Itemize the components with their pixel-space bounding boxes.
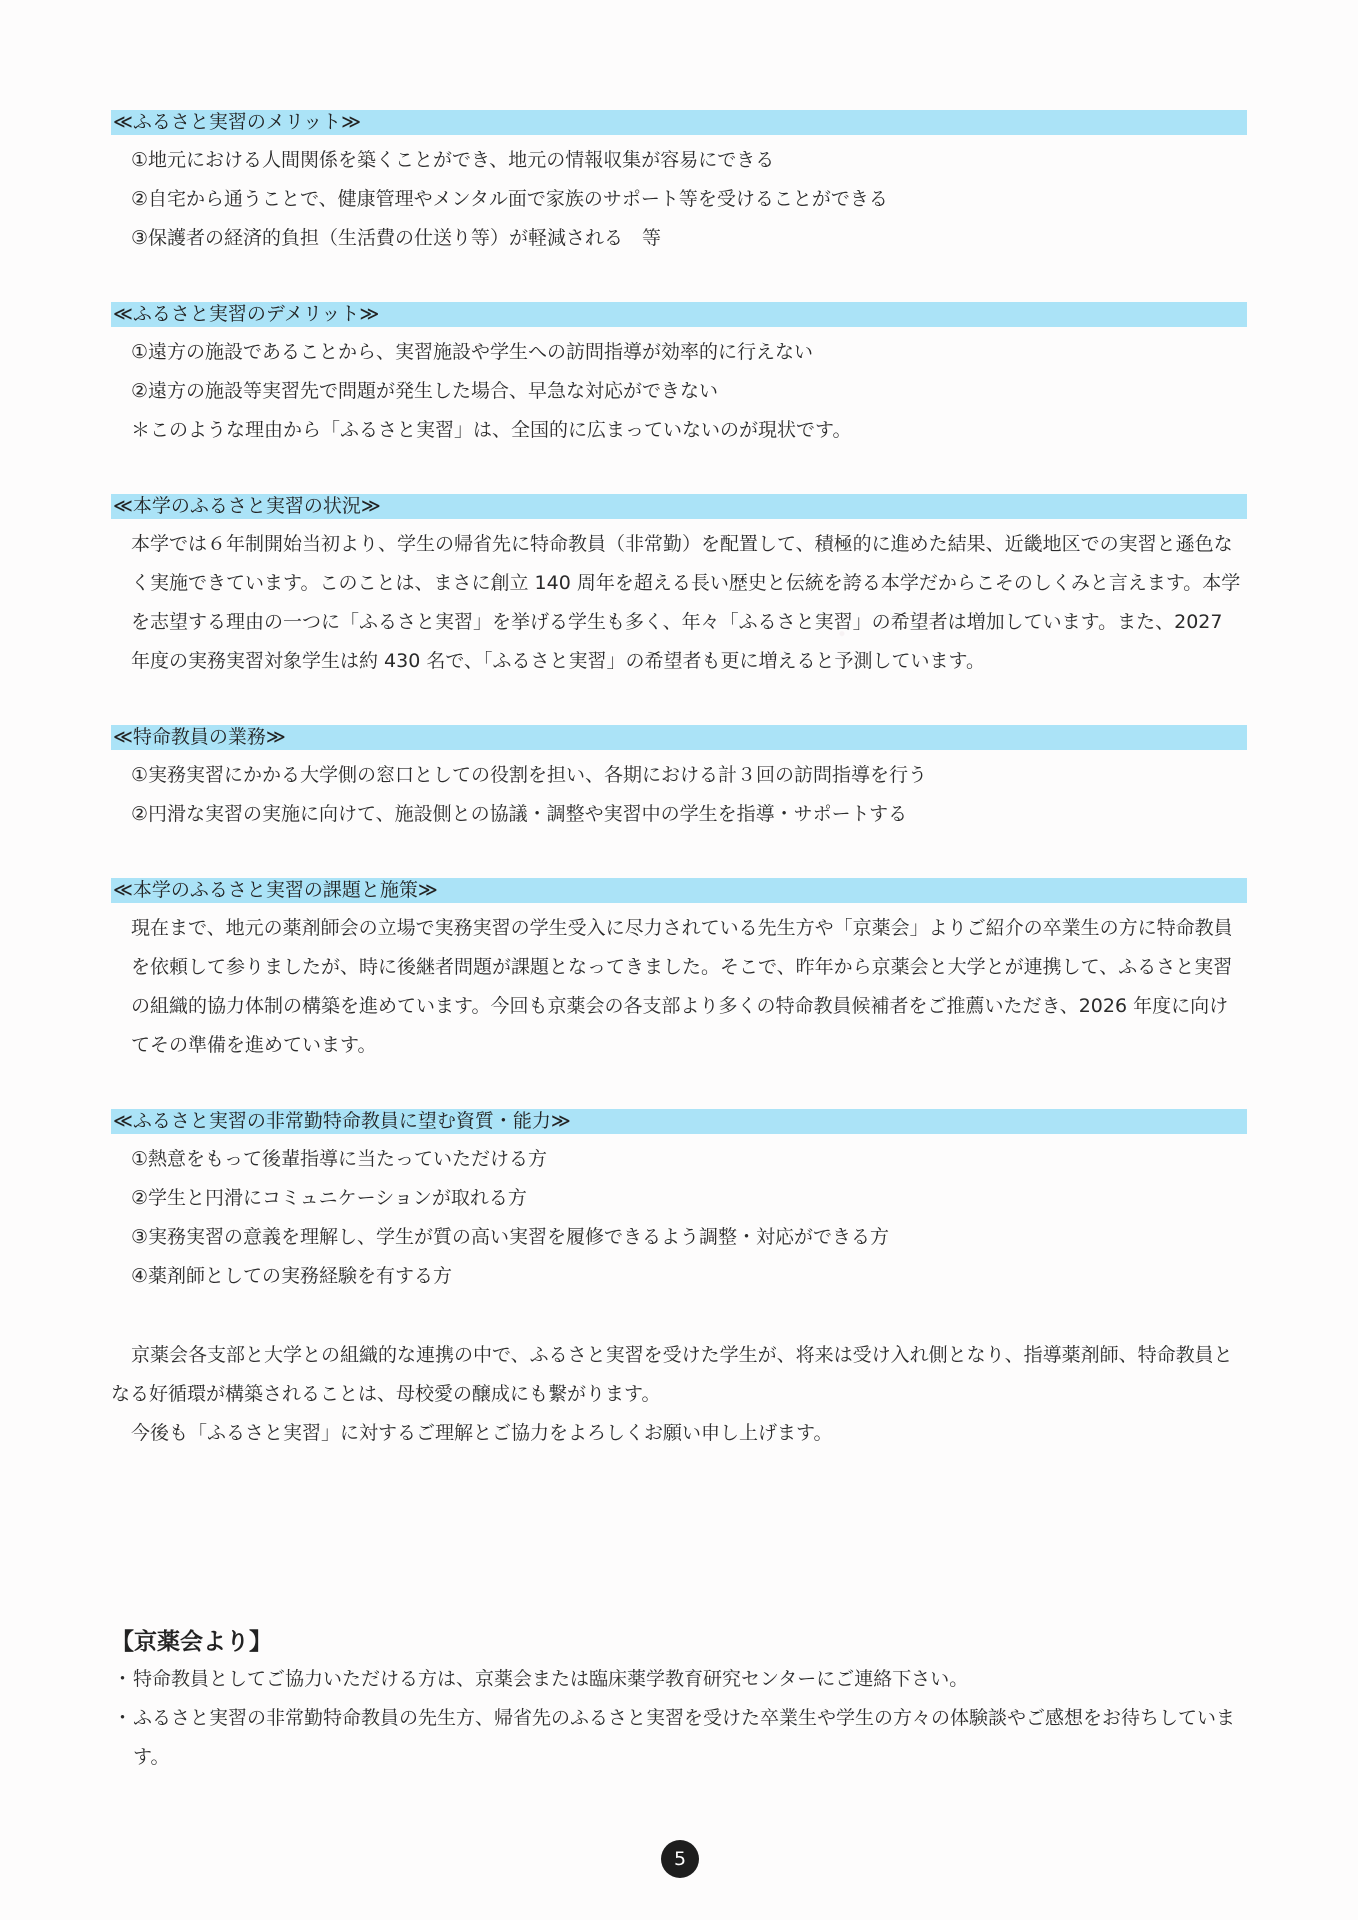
list-item-text: ふるさと実習の非常勤特命教員の先生方、帰省先のふるさと実習を受けた卒業生や学生の方々の体験談やご感想をお待ちしています。 [133,1707,1236,1768]
list-item: ①遠方の施設であることから、実習施設や学生への訪問指導が効率的に行えない [131,341,814,363]
section-paragraph: 現在まで、地元の薬剤師会の立場で実務実習の学生受入に尽力されている先生方や「京薬会」よりご紹介の卒業生の方に特命教員を依頼して参りましたが、時に後継者問題が課題となってきました。そこで、昨年から京薬会と大学とが連携して、ふるさと実習の組織的協力体制の構築を進めています。今回も京薬会の各支部より多くの特命教員候補者をご推薦いただき、2026 年度に向けてその準備を進めています。 [131,917,1233,1056]
section-issues [111,878,1247,1065]
kyoyakukai-title: 【京薬会より】 [111,1629,272,1655]
list-item: ②自宅から通うことで、健康管理やメンタル面で家族のサポート等を受けることができる [131,188,888,210]
list-item: ②遠方の施設等実習先で問題が発生した場合、早急な対応ができない [131,380,719,402]
closing-paragraph: 京薬会各支部と大学との組織的な連携の中で、ふるさと実習を受けた学生が、将来は受け入れ側となり、指導薬剤師、特命教員となる好循環が構築されることは、母校愛の醸成にも繋がります。 [111,1344,1233,1405]
document-body [111,110,1247,1453]
page-number: 5 [661,1840,699,1878]
list-item: ＊このような理由から「ふるさと実習」は、全国的に広まっていないのが現状です。 [131,419,852,441]
bullet: ・ [113,1668,133,1690]
section-title: ≪本学のふるさと実習の課題と施策≫ [111,878,1247,903]
closing-paragraph: 今後も「ふるさと実習」に対するご理解とご協力をよろしくお願い申し上げます。 [131,1422,833,1444]
kyoyakukai-list [111,1660,1247,1777]
section-status [111,494,1247,681]
list-item: ②学生と円滑にコミュニケーションが取れる方 [131,1187,527,1209]
closing-text [111,1336,1247,1453]
list-item [111,1699,1247,1777]
section-title: ≪特命教員の業務≫ [111,725,1247,750]
list-item: ④薬剤師としての実務経験を有する方 [131,1265,453,1287]
list-item: ②円滑な実習の実施に向けて、施設側との協議・調整や実習中の学生を指導・サポートする [131,803,908,825]
section-title: ≪ふるさと実習の非常勤特命教員に望む資質・能力≫ [111,1109,1247,1134]
list-item: ①熱意をもって後輩指導に当たっていただける方 [131,1148,548,1170]
section-title: ≪ふるさと実習のデメリット≫ [111,302,1247,327]
list-item-text: 特命教員としてご協力いただける方は、京薬会または臨床薬学教育研究センターにご連絡下さい。 [133,1668,969,1690]
section-qualities [111,1109,1247,1296]
section-duties [111,725,1247,834]
list-item: ③実務実習の意義を理解し、学生が質の高い実習を履修できるよう調整・対応ができる方 [131,1226,890,1248]
section-paragraph: 本学では６年制開始当初より、学生の帰省先に特命教員（非常勤）を配置して、積極的に進めた結果、近畿地区での実習と遜色なく実施できています。このことは、まさに創立 140 周年を超える長い歴史と伝統を誇る本学だからこそのしくみと言えます。本学を志望する理由の一つに「ふるさと実習」を挙げる学生も多く、年々「ふるさと実習」の希望者は増加しています。また、2027 年度の実務実習対象学生は約 430 名で、「ふるさと実習」の希望者も更に増えると予測しています。 [131,533,1241,672]
section-demerit [111,302,1247,450]
list-item: ③保護者の経済的負担（生活費の仕送り等）が軽減される 等 [131,227,662,249]
list-item: ①地元における人間関係を築くことができ、地元の情報収集が容易にできる [131,149,775,171]
section-merit [111,110,1247,258]
section-title: ≪本学のふるさと実習の状況≫ [111,494,1247,519]
list-item [111,1660,1247,1699]
section-title: ≪ふるさと実習のメリット≫ [111,110,1247,135]
bullet: ・ [113,1707,133,1729]
list-item: ①実務実習にかかる大学側の窓口としての役割を担い、各期における計３回の訪問指導を行う [131,764,928,786]
